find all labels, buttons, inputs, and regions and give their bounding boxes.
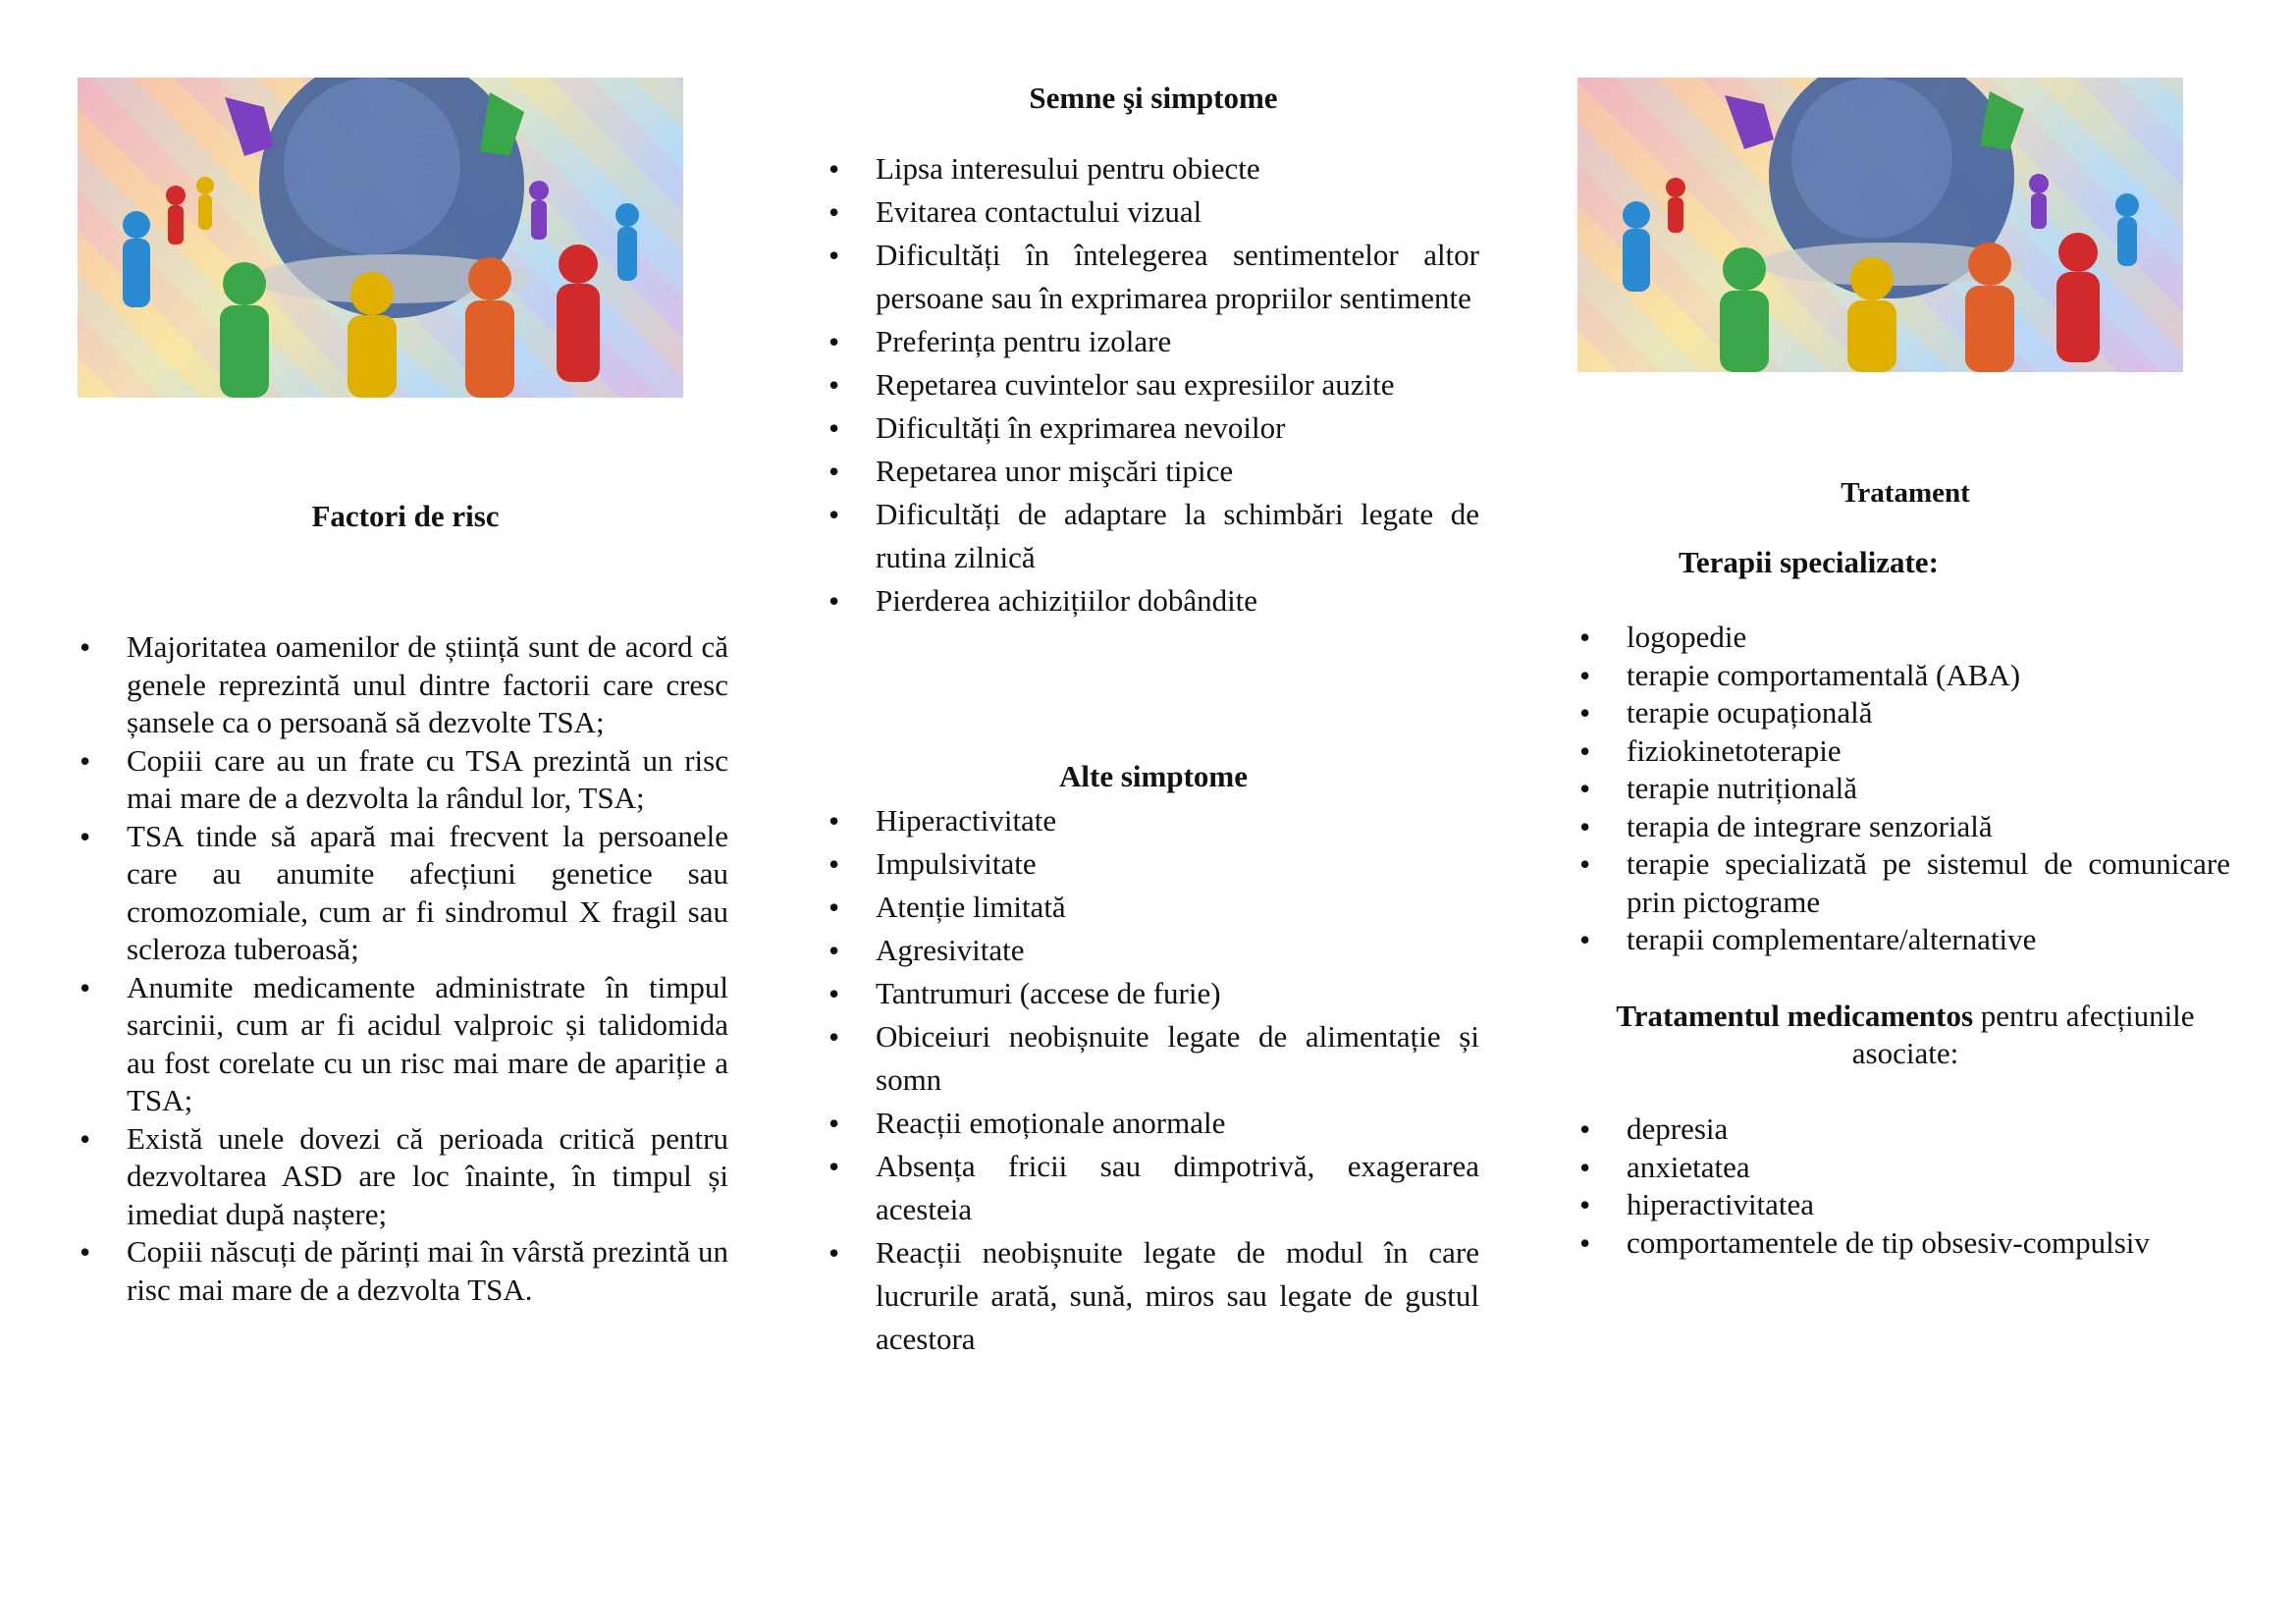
- list-item: • Reacții emoționale anormale: [827, 1102, 1479, 1145]
- list-item: • Obiceiuri neobișnuite legate de alimentație și somn: [827, 1015, 1479, 1102]
- list-item: • terapie specializată pe sistemul de comunicare prin pictograme: [1577, 845, 2230, 921]
- list-item: • Dificultăți în exprimarea nevoilor: [827, 406, 1479, 450]
- list-item: • Impulsivitate: [827, 842, 1479, 886]
- list-item: • Există unele dovezi că perioada critică pentru dezvoltarea ASD are loc înainte, în timpul și imediat după naștere;: [78, 1120, 728, 1234]
- medication-intro: [1577, 998, 2233, 1072]
- medication-rest: pentru afecțiunile asociate:: [1851, 999, 2195, 1070]
- list-item: • Absența fricii sau dimpotrivă, exagerarea acesteia: [827, 1145, 1479, 1231]
- signs-symptoms-list: [827, 147, 1479, 623]
- other-symptoms-heading: Alte simptome: [1059, 759, 1248, 793]
- associated-conditions-list: [1577, 1110, 2230, 1262]
- specialized-therapies-heading: Terapii specializate:: [1679, 545, 1939, 579]
- list-item: • fiziokinetoterapie: [1577, 732, 2230, 771]
- risk-factors-list: [78, 628, 728, 1309]
- globe-hands-illustration: [1577, 78, 2183, 372]
- list-item: • Repetarea unor mişcări tipice: [827, 450, 1479, 493]
- list-item: • Pierderea achizițiilor dobândite: [827, 579, 1479, 623]
- list-item: • logopedie: [1577, 619, 2230, 657]
- signs-symptoms-heading: Semne şi simptome: [1029, 81, 1278, 115]
- list-item: • Anumite medicamente administrate în timpul sarcinii, cum ar fi acidul valproic și talidomida au fost corelate cu un risc mai mare de apariție a TSA;: [78, 969, 728, 1120]
- list-item: • Dificultăți de adaptare la schimbări legate de rutina zilnică: [827, 493, 1479, 579]
- list-item: • Repetarea cuvintelor sau expresiilor auzite: [827, 363, 1479, 406]
- therapies-list: [1577, 619, 2230, 959]
- risk-factors-heading: Factori de risc: [311, 499, 500, 533]
- list-item: • Copiii născuți de părinți mai în vârstă prezintă un risc mai mare de a dezvolta TSA.: [78, 1233, 728, 1309]
- list-item: • terapii complementare/alternative: [1577, 921, 2230, 959]
- autism-awareness-image-left: [78, 78, 683, 398]
- other-symptoms-list: [827, 799, 1479, 1361]
- list-item: • depresia: [1577, 1110, 2230, 1149]
- list-item: • Lipsa interesului pentru obiecte: [827, 147, 1479, 190]
- list-item: • comportamentele de tip obsesiv-compulsiv: [1577, 1224, 2230, 1263]
- list-item: • terapie comportamentală (ABA): [1577, 657, 2230, 695]
- list-item: • terapie nutrițională: [1577, 770, 2230, 808]
- list-item: • Copiii care au un frate cu TSA prezintă un risc mai mare de a dezvolta la rândul lor, TSA;: [78, 742, 728, 818]
- list-item: • Dificultăți în întelegerea sentimentelor altor persoane sau în exprimarea propriilor sentimente: [827, 234, 1479, 320]
- list-item: • anxietatea: [1577, 1149, 2230, 1187]
- list-item: • Hiperactivitate: [827, 799, 1479, 842]
- list-item: • Atenție limitată: [827, 886, 1479, 929]
- list-item: • Tantrumuri (accese de furie): [827, 972, 1479, 1015]
- list-item: • TSA tinde să apară mai frecvent la persoanele care au anumite afecțiuni genetice sau cromozomiale, cum ar fi sindromul X fragil sau scleroza tuberoasă;: [78, 818, 728, 969]
- list-item: • Agresivitate: [827, 929, 1479, 972]
- medication-bold: Tratamentul medicamentos: [1616, 999, 1974, 1033]
- globe-hands-illustration: [78, 78, 683, 398]
- list-item: • Evitarea contactului vizual: [827, 190, 1479, 234]
- list-item: • terapie ocupațională: [1577, 694, 2230, 732]
- list-item: • Majoritatea oamenilor de știință sunt de acord că genele reprezintă unul dintre factorii care cresc șansele ca o persoană să dezvolte TSA;: [78, 628, 728, 742]
- treatment-heading: Tratament: [1841, 477, 1970, 509]
- list-item: • hiperactivitatea: [1577, 1186, 2230, 1224]
- list-item: • Preferința pentru izolare: [827, 320, 1479, 363]
- list-item: • terapia de integrare senzorială: [1577, 808, 2230, 846]
- autism-awareness-image-right: [1577, 78, 2183, 372]
- list-item: • Reacții neobișnuite legate de modul în care lucrurile arată, sună, miros sau legate de gustul acestora: [827, 1231, 1479, 1361]
